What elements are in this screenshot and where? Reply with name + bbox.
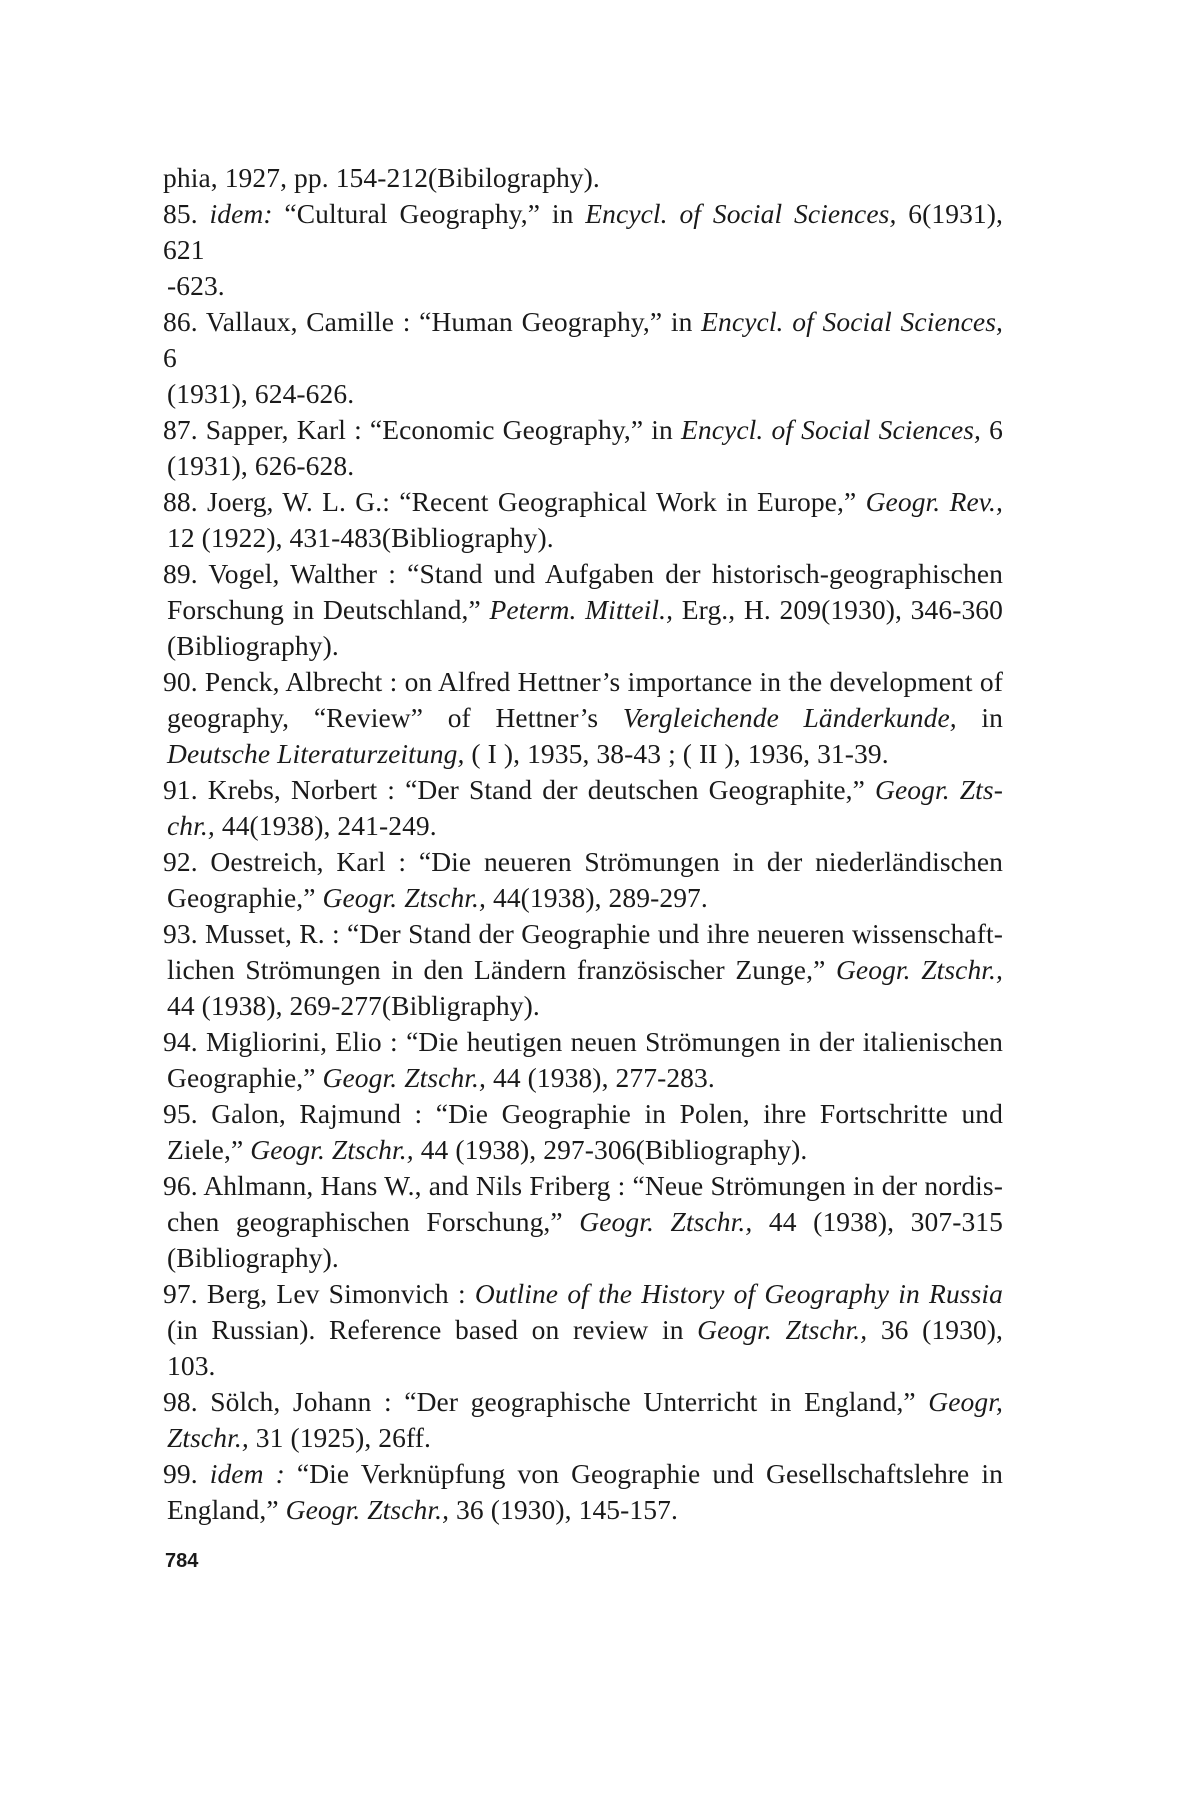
text-run: England,” [167, 1494, 286, 1525]
text-run: 36 (1930), [867, 1314, 1003, 1345]
italic-text: Peterm. Mitteil., [489, 594, 674, 625]
text-run: 91. Krebs, Norbert : “Der Stand der deutschen Geographite,” [163, 774, 876, 805]
italic-text: Geogr. Ztschr., [322, 1062, 486, 1093]
reference-line [163, 1384, 1003, 1420]
reference-line [163, 376, 1003, 412]
reference-line [163, 844, 1003, 880]
reference-line [163, 1024, 1003, 1060]
text-run: (Bibliography). [167, 630, 339, 661]
italic-text: Vergleichende Länderkunde, [622, 702, 957, 733]
italic-text: idem : [209, 1458, 285, 1489]
text-run: 44 (1938), 277-283. [486, 1062, 715, 1093]
text-run: phia, 1927, pp. 154-212(Bibilography). [163, 162, 600, 193]
text-run: “Die Verknüpfung von Geographie und Gesellschaftslehre in [284, 1458, 1003, 1489]
reference-line [163, 1132, 1003, 1168]
text-run: 92. Oestreich, Karl : “Die neueren Strömungen in der niederländischen [163, 846, 1003, 877]
italic-text: Geogr. Ztschr., [322, 882, 486, 913]
italic-text: Encycl. of Social Sciences, [585, 198, 897, 229]
reference-line [163, 592, 1003, 628]
reference-line [163, 772, 1003, 808]
text-run: 98. Sölch, Johann : “Der geographische Unterricht in England,” [163, 1386, 929, 1417]
text-run: 36 (1930), 145-157. [449, 1494, 678, 1525]
reference-line [163, 556, 1003, 592]
reference-line [163, 1492, 1003, 1528]
reference-line [163, 1168, 1003, 1204]
reference-line [163, 916, 1003, 952]
italic-text: Encycl. of Social Sciences, [701, 306, 1003, 337]
reference-line [163, 736, 1003, 772]
reference-line [163, 1456, 1003, 1492]
text-run: “Cultural Geography,” in [272, 198, 586, 229]
italic-text: Ztschr., [167, 1422, 249, 1453]
reference-line [163, 1276, 1003, 1312]
reference-line [163, 412, 1003, 448]
italic-text: idem: [209, 198, 273, 229]
italic-text: Deutsche Literaturzeitung, [167, 738, 465, 769]
reference-line [163, 808, 1003, 844]
reference-line [163, 628, 1003, 664]
reference-line [163, 1240, 1003, 1276]
reference-line [163, 484, 1003, 520]
text-run: 96. Ahlmann, Hans W., and Nils Friberg : “Neue Strömungen in der nordis- [163, 1170, 1003, 1201]
reference-line [163, 268, 1003, 304]
italic-text: Geogr. Ztschr., [285, 1494, 450, 1525]
italic-text: Geogr, [928, 1386, 1003, 1417]
text-run: 94. Migliorini, Elio : “Die heutigen neuen Strömungen in der italienischen [163, 1026, 1003, 1057]
reference-line [163, 196, 1003, 268]
text-run: chen geographischen Forschung,” [167, 1206, 580, 1237]
page-number: 784 [165, 1550, 199, 1572]
italic-text: Geogr. Ztschr., [835, 954, 1003, 985]
text-run: 95. Galon, Rajmund : “Die Geographie in Polen, ihre Fortschritte und [163, 1098, 1003, 1129]
text-run: geography, “Review” of Hettner’s [167, 702, 623, 733]
text-run: -623. [167, 270, 225, 301]
text-run: 97. Berg, Lev Simonvich : [163, 1278, 475, 1309]
italic-text: chr., [167, 810, 215, 841]
reference-line [163, 160, 1003, 196]
text-run: 6 [163, 342, 177, 373]
text-run: (1931), 624-626. [167, 378, 355, 409]
reference-line [163, 520, 1003, 556]
text-run: 88. Joerg, W. L. G.: “Recent Geographical Work in Europe,” [163, 486, 866, 517]
reference-line [163, 304, 1003, 376]
reference-line [163, 1348, 1003, 1384]
text-run: lichen Strömungen in den Ländern französischer Zunge,” [167, 954, 836, 985]
text-run: (Bibliography). [167, 1242, 339, 1273]
text-run: 31 (1925), 26ff. [248, 1422, 432, 1453]
text-run: 44(1938), 289-297. [486, 882, 708, 913]
text-run: 44 (1938), 297-306(Bibliography). [413, 1134, 808, 1165]
italic-text: Encycl. of Social Sciences, [680, 414, 982, 445]
reference-line [163, 1060, 1003, 1096]
text-run: Erg., H. 209(1930), 346-360 [673, 594, 1003, 625]
reference-line [163, 700, 1003, 736]
reference-line [163, 1096, 1003, 1132]
text-run: 44(1938), 241-249. [214, 810, 437, 841]
text-run: (1931), 626-628. [167, 450, 355, 481]
reference-line [163, 880, 1003, 916]
italic-text: Geogr. Zts- [875, 774, 1003, 805]
text-run: 93. Musset, R. : “Der Stand der Geographie und ihre neueren wissenschaft- [163, 918, 1003, 949]
reference-line [163, 664, 1003, 700]
text-run: 99. [163, 1458, 210, 1489]
text-run: 86. Vallaux, Camille : “Human Geography,” in [163, 306, 702, 337]
italic-text: Geogr. Rev., [865, 486, 1003, 517]
reference-line [163, 1420, 1003, 1456]
text-run: 6 [981, 414, 1003, 445]
italic-text: Geogr. Ztschr., [579, 1206, 753, 1237]
italic-text: Outline of the History of Geography in Russia [474, 1278, 1003, 1309]
text-run: 87. Sapper, Karl : “Economic Geography,” in [163, 414, 681, 445]
text-run: 44 (1938), 307-315 [752, 1206, 1003, 1237]
text-run: 103. [167, 1350, 216, 1381]
text-run: 6(1931), 621 [163, 198, 1004, 265]
text-run: Forschung in Deutschland,” [167, 594, 490, 625]
text-run: 85. [163, 198, 210, 229]
italic-text: Geogr. Ztschr., [250, 1134, 414, 1165]
reference-line [163, 448, 1003, 484]
text-run: (in Russian). Reference based on review in [167, 1314, 698, 1345]
text-run: Geographie,” [167, 882, 323, 913]
text-run: 44 (1938), 269-277(Bibligraphy). [167, 990, 540, 1021]
reference-line [163, 1312, 1003, 1348]
reference-line [163, 1204, 1003, 1240]
reference-list [163, 160, 1003, 1528]
text-run: 90. Penck, Albrecht : on Alfred Hettner’s importance in the development of [163, 666, 1003, 697]
text-run: 89. Vogel, Walther : “Stand und Aufgaben der historisch-geographischen [163, 558, 1003, 589]
text-run: 12 (1922), 431-483(Bibliography). [167, 522, 554, 553]
text-run: Geographie,” [167, 1062, 323, 1093]
reference-line [163, 988, 1003, 1024]
text-run: ( I ), 1935, 38-43 ; ( II ), 1936, 31-39. [464, 738, 889, 769]
text-run: in [956, 702, 1003, 733]
text-run: Ziele,” [167, 1134, 251, 1165]
italic-text: Geogr. Ztschr., [697, 1314, 868, 1345]
reference-line [163, 952, 1003, 988]
